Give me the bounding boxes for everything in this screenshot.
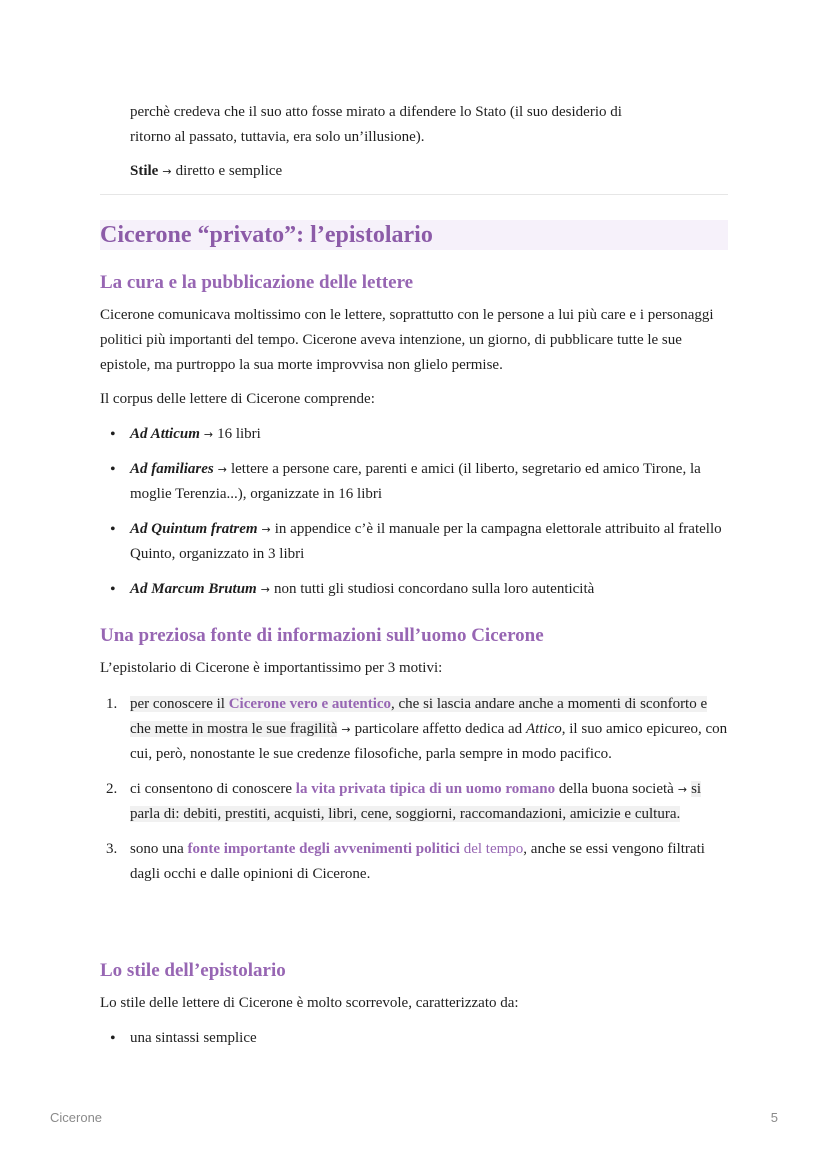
item-number: 2. bbox=[106, 781, 118, 797]
key-phrase: la vita privata tipica di un uomo romano bbox=[295, 781, 556, 797]
heading-fonte: Una preziosa fonte di informazioni sull’uomo Cicerone bbox=[100, 625, 544, 646]
stile-list bbox=[100, 1026, 728, 1051]
cura-body bbox=[100, 303, 728, 412]
highlighted-passage: si parla di: debiti, prestiti, acquisti, libri, cene, soggiorni, raccomandazioni, amicizie e cultura. bbox=[130, 781, 702, 822]
list-item bbox=[100, 517, 728, 567]
intro-paragraph bbox=[130, 100, 728, 150]
divider bbox=[100, 194, 728, 195]
corpus-intro: Il corpus delle lettere di Cicerone comprende: bbox=[100, 391, 375, 407]
arrow-icon: → bbox=[260, 583, 270, 596]
letter-description: non tutti gli studiosi concordano sulla loro autenticità bbox=[273, 581, 595, 597]
list-item: 1. per conoscere il Cicerone vero e autentico, che si lascia andare anche a momenti di sconforto e che mette in mostra le sue fragilità → particolare affetto dedica ad Attico, il suo amico epicureo, con cui, però, nonostante le sue credenze filosofiche, parla sempre in modo pacifico. bbox=[100, 692, 728, 767]
letter-title: Ad familiares bbox=[130, 461, 214, 477]
arrow-icon: → bbox=[217, 463, 227, 476]
fonte-intro: L’epistolario di Cicerone è importantissimo per 3 motivi: bbox=[100, 660, 443, 676]
list-item bbox=[100, 577, 728, 602]
stile-line bbox=[130, 159, 728, 184]
stile-intro: Lo stile delle lettere di Cicerone è molto scorrevole, caratterizzato da: bbox=[100, 995, 519, 1011]
item-number: 3. bbox=[106, 841, 118, 857]
list-item bbox=[100, 457, 728, 507]
arrow-icon: → bbox=[677, 783, 688, 796]
list-item: 2. ci consentono di conoscere la vita privata tipica di un uomo romano della buona società → si parla di: debiti, prestiti, acquisti, libri, cene, soggiorni, raccomandazioni, amicizie e cultura. bbox=[100, 777, 728, 827]
key-phrase-light: del tempo bbox=[463, 841, 524, 857]
intro-line-1: perchè credeva che il suo atto fosse mirato a difendere lo Stato (il suo desiderio di bbox=[130, 104, 622, 120]
letter-title: Ad Marcum Brutum bbox=[130, 581, 257, 597]
letter-title: Ad Atticum bbox=[130, 426, 200, 442]
heading-stile: Lo stile dell’epistolario bbox=[100, 960, 286, 981]
intro-line-2: ritorno al passato, tuttavia, era solo un’illusione). bbox=[130, 129, 425, 145]
heading-cura: La cura e la pubblicazione delle lettere bbox=[100, 272, 414, 293]
letter-description: lettere a persone care, parenti e amici (il liberto, segretario ed amico Tirone, la moglie Terenzia...), organizzate in 16 libri bbox=[130, 461, 701, 502]
list-item: 3. sono una fonte importante degli avvenimenti politici del tempo, anche se essi vengono filtrati dagli occhi e dalle opinioni di Cicerone. bbox=[100, 837, 728, 887]
stile-text: diretto e semplice bbox=[175, 163, 283, 179]
letter-description: 16 libri bbox=[217, 426, 261, 442]
fonte-body bbox=[100, 656, 728, 681]
arrow-icon: → bbox=[162, 165, 172, 178]
arrow-icon: → bbox=[341, 723, 351, 736]
highlighted-passage: per conoscere il Cicerone vero e autentico, che si lascia andare anche a momenti di sconforto e che mette in mostra le sue fragilità bbox=[130, 696, 708, 737]
motivi-list bbox=[100, 692, 728, 887]
corpus-list bbox=[100, 422, 728, 602]
section-title: Cicerone “privato”: l’epistolario bbox=[100, 220, 728, 250]
arrow-icon: → bbox=[261, 523, 271, 536]
letter-description: in appendice c’è il manuale per la campagna elettorale attribuito al fratello Quinto, organizzato in 3 libri bbox=[130, 521, 722, 562]
arrow-icon: → bbox=[203, 428, 214, 441]
cura-paragraph: Cicerone comunicava moltissimo con le lettere, soprattutto con le persone a lui più care e i personaggi politici più importanti del tempo. Cicerone aveva intenzione, un giorno, di pubblicare tutte le sue epistole, ma purtroppo la sua morte improvvisa non glielo permise. bbox=[100, 307, 714, 373]
page-number: 5 bbox=[770, 1110, 778, 1125]
list-item: • una sintassi semplice bbox=[100, 1026, 728, 1051]
key-phrase: Cicerone vero e autentico bbox=[228, 696, 392, 712]
stile-label: Stile bbox=[130, 163, 159, 179]
footer-title: Cicerone bbox=[50, 1110, 103, 1125]
attico-name: Attico bbox=[525, 721, 562, 737]
intro-continuation bbox=[130, 100, 728, 184]
stile-body bbox=[100, 991, 728, 1016]
letter-title: Ad Quintum fratrem bbox=[130, 521, 258, 537]
list-item bbox=[100, 422, 728, 447]
item-number: 1. bbox=[106, 696, 118, 712]
key-phrase: fonte importante degli avvenimenti politici bbox=[187, 841, 460, 857]
